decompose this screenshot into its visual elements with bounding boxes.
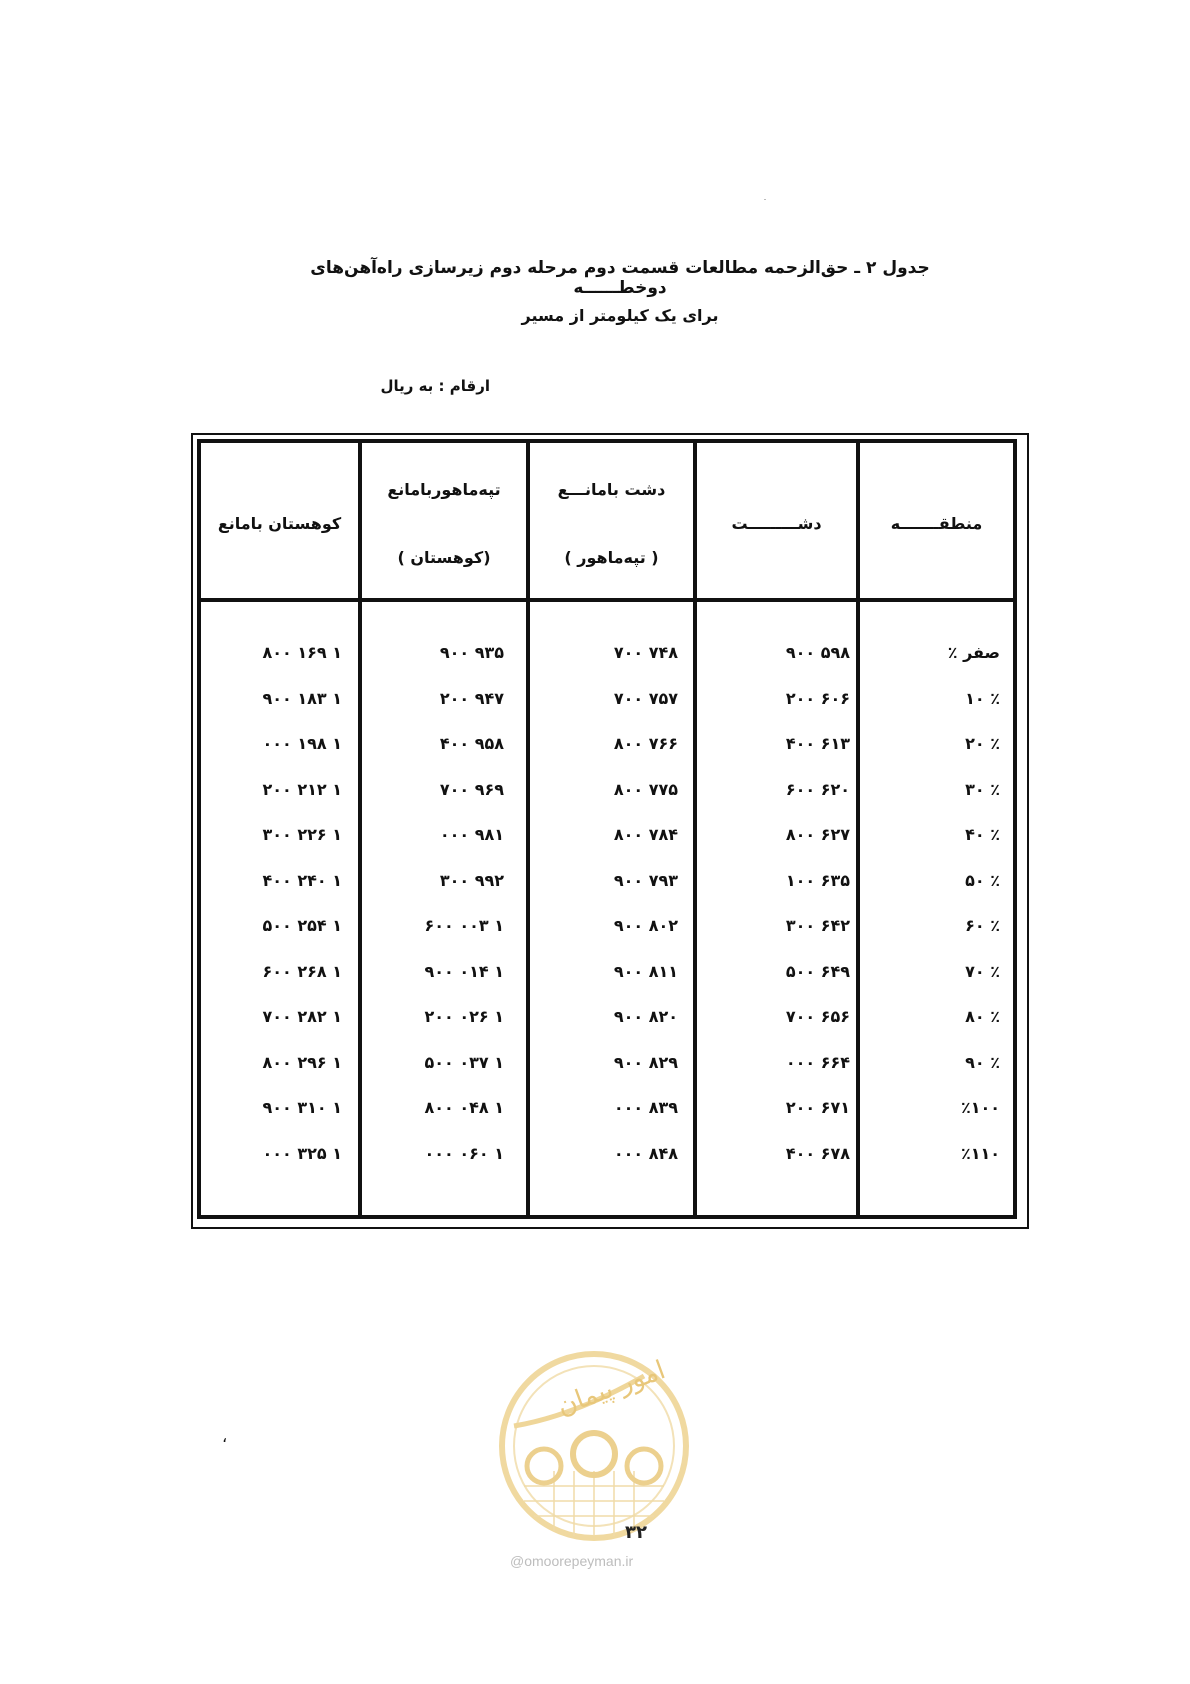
cell-plain-obstacle: ۷۶۶ ۸۰۰ <box>613 734 678 753</box>
table-title: جدول ۲ ـ حق‌الزحمه مطالعات قسمت دوم مرحله دوم زیرسازی راه‌آهن‌های دوخطــــــه <box>310 258 930 298</box>
cell-mountain-obstacle: ۱ ۲۱۲ ۲۰۰ <box>262 780 342 799</box>
cell-plain-obstacle: ۷۴۸ ۷۰۰ <box>613 643 678 662</box>
stray-mark: ، <box>222 1427 228 1446</box>
cell-plain-obstacle: ۸۴۸ ۰۰۰ <box>613 1144 678 1163</box>
cell-region: ٪ ۸۰ <box>965 1007 1000 1026</box>
cell-hill-obstacle: ۱ ۰۳۷ ۵۰۰ <box>424 1053 504 1072</box>
cell-region: ٪ ۳۰ <box>965 780 1000 799</box>
header-plain-obstacle-line1: دشت بامانـــع <box>557 480 666 499</box>
cell-plain: ۶۲۷ ۸۰۰ <box>785 825 850 844</box>
cell-region: ٪ ۲۰ <box>965 734 1000 753</box>
cell-region: ٪ ۴۰ <box>965 825 1000 844</box>
cell-plain: ۶۶۴ ۰۰۰ <box>785 1053 850 1072</box>
cell-mountain-obstacle: ۱ ۲۶۸ ۶۰۰ <box>262 962 342 981</box>
logo-text: امور پیمان <box>553 1355 670 1422</box>
cell-mountain-obstacle: ۱ ۳۱۰ ۹۰۰ <box>262 1098 342 1117</box>
cell-hill-obstacle: ۱ ۰۶۰ ۰۰۰ <box>424 1144 504 1163</box>
cell-plain-obstacle: ۸۲۹ ۹۰۰ <box>613 1053 678 1072</box>
cell-plain-obstacle: ۷۸۴ ۸۰۰ <box>613 825 678 844</box>
cell-plain: ۶۰۶ ۲۰۰ <box>785 689 850 708</box>
cell-mountain-obstacle: ۱ ۱۶۹ ۸۰۰ <box>262 643 342 662</box>
header-plain-obstacle-line2: ( تپه‌ماهور ) <box>564 548 659 567</box>
page-number: ۳۲ <box>625 1522 647 1543</box>
header-region: منطقـــــــه <box>890 514 983 533</box>
cell-region: ٪ ۶۰ <box>965 916 1000 935</box>
cell-mountain-obstacle: ۱ ۲۵۴ ۵۰۰ <box>262 916 342 935</box>
unit-note: ارقام : به ریال <box>380 377 490 395</box>
cell-hill-obstacle: ۱ ۰۲۶ ۲۰۰ <box>424 1007 504 1026</box>
cell-plain: ۶۴۲ ۳۰۰ <box>785 916 850 935</box>
cell-region: ٪ ۹۰ <box>965 1053 1000 1072</box>
header-hill-obstacle-line1: تپه‌ماهوربامانع <box>387 480 501 499</box>
cell-hill-obstacle: ۹۴۷ ۲۰۰ <box>439 689 504 708</box>
cell-mountain-obstacle: ۱ ۲۴۰ ۴۰۰ <box>262 871 342 890</box>
cell-region: ٪ ۱۰ <box>965 689 1000 708</box>
omoorepeyman-logo-watermark <box>494 1346 694 1546</box>
cell-plain: ۶۵۶ ۷۰۰ <box>785 1007 850 1026</box>
watermark-site: @omoorepeyman.ir <box>510 1553 634 1569</box>
cell-plain-obstacle: ۷۵۷ ۷۰۰ <box>613 689 678 708</box>
cell-region: ٪۱۰۰ <box>960 1098 1000 1117</box>
cell-plain-obstacle: ۷۹۳ ۹۰۰ <box>613 871 678 890</box>
cell-mountain-obstacle: ۱ ۱۹۸ ۰۰۰ <box>262 734 342 753</box>
cell-mountain-obstacle: ۱ ۲۸۲ ۷۰۰ <box>262 1007 342 1026</box>
cell-hill-obstacle: ۹۳۵ ۹۰۰ <box>439 643 504 662</box>
cell-plain: ۶۷۱ ۲۰۰ <box>785 1098 850 1117</box>
scan-speck <box>764 199 766 200</box>
cell-plain-obstacle: ۷۷۵ ۸۰۰ <box>613 780 678 799</box>
cell-plain-obstacle: ۸۱۱ ۹۰۰ <box>613 962 678 981</box>
cell-plain: ۶۳۵ ۱۰۰ <box>785 871 850 890</box>
cell-mountain-obstacle: ۱ ۳۲۵ ۰۰۰ <box>262 1144 342 1163</box>
header-hill-obstacle-line2: (کوهستان ) <box>397 548 491 567</box>
cell-plain: ۶۱۳ ۴۰۰ <box>785 734 850 753</box>
cell-mountain-obstacle: ۱ ۲۲۶ ۳۰۰ <box>262 825 342 844</box>
cell-region: ٪۱۱۰ <box>960 1144 1000 1163</box>
cell-hill-obstacle: ۹۵۸ ۴۰۰ <box>439 734 504 753</box>
cell-region: ٪ ۵۰ <box>965 871 1000 890</box>
column-divider <box>693 439 697 1219</box>
cell-plain: ۶۴۹ ۵۰۰ <box>785 962 850 981</box>
cell-mountain-obstacle: ۱ ۱۸۳ ۹۰۰ <box>262 689 342 708</box>
cell-hill-obstacle: ۹۶۹ ۷۰۰ <box>439 780 504 799</box>
cell-plain: ۶۲۰ ۶۰۰ <box>785 780 850 799</box>
cell-plain-obstacle: ۸۳۹ ۰۰۰ <box>613 1098 678 1117</box>
cell-plain-obstacle: ۸۲۰ ۹۰۰ <box>613 1007 678 1026</box>
cell-hill-obstacle: ۱ ۰۴۸ ۸۰۰ <box>424 1098 504 1117</box>
header-plain: دشـــــــــت <box>731 514 822 533</box>
cell-plain: ۶۷۸ ۴۰۰ <box>785 1144 850 1163</box>
cell-hill-obstacle: ۱ ۰۱۴ ۹۰۰ <box>424 962 504 981</box>
cell-hill-obstacle: ۹۹۲ ۳۰۰ <box>439 871 504 890</box>
cell-region: ٪ ۷۰ <box>965 962 1000 981</box>
header-mountain-obstacle: کوهستان بامانع <box>217 514 342 533</box>
cell-hill-obstacle: ۹۸۱ ۰۰۰ <box>439 825 504 844</box>
cell-plain: ۵۹۸ ۹۰۰ <box>785 643 850 662</box>
header-divider <box>197 598 1017 602</box>
cell-mountain-obstacle: ۱ ۲۹۶ ۸۰۰ <box>262 1053 342 1072</box>
cell-region: صفر ٪ <box>947 643 1000 662</box>
table-subtitle: برای یک کیلومتر از مسیر <box>521 306 719 325</box>
cell-hill-obstacle: ۱ ۰۰۳ ۶۰۰ <box>424 916 504 935</box>
column-divider <box>856 439 860 1219</box>
cell-plain-obstacle: ۸۰۲ ۹۰۰ <box>613 916 678 935</box>
